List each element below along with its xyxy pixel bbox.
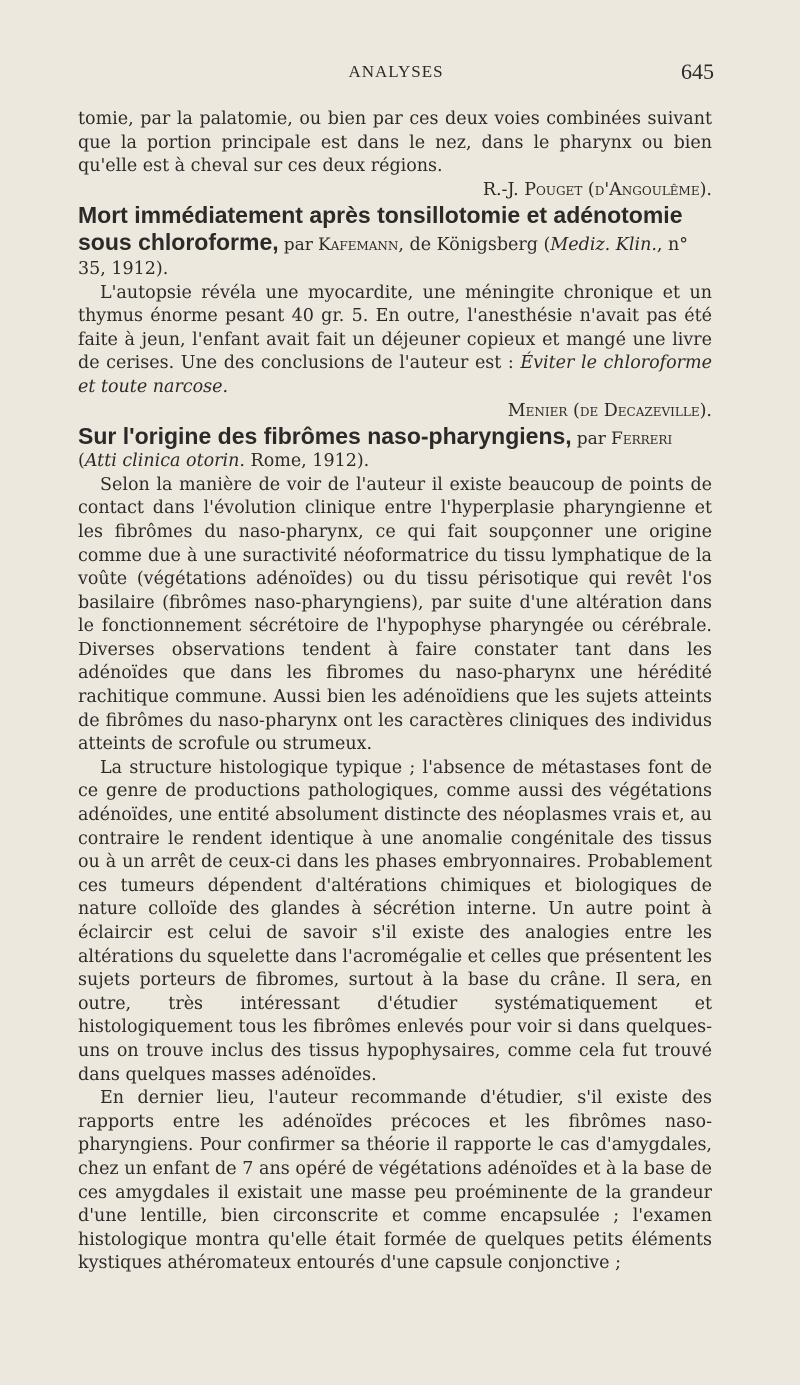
article-1-body — [78, 282, 712, 400]
article-1-body-text: L'autopsie révéla une myocardite, une méningite chronique et un thymus énorme pesant 40 gr. 5. En outre, l'anesthésie n'avait pas été faite à jeun, l'enfant avait fait un déjeuner copieux et mangé une livre de cerises. Une des conclusions de l'auteur est : — [78, 282, 712, 374]
article-1-journal: Mediz. Klin. — [550, 235, 657, 256]
running-title: ANALYSES — [348, 62, 444, 81]
article-1-heading — [78, 202, 712, 281]
article-2-paragraph-3: En dernier lieu, l'auteur recommande d'étudier, s'il existe des rapports entre les adénoïdes précoces et les fibrômes naso-pharyngiens. Pour confirmer sa théorie il rapporte le cas d'amygdales, chez un enfant de 7 ans opéré de végétations adénoïdes et à la base de ces amygdales il existait une masse peu proéminente de la grandeur d'une lentille, bien circonscrite et comme encapsulée ; l'examen histologique montra qu'elle était formée de quelques petits éléments kystiques athéromateux entourés d'une capsule conjonctive ; — [78, 1088, 712, 1274]
article-1-signature: Menier (de Decazeville). — [507, 400, 712, 421]
intro-signature: R.-J. Pouget (d'Angoulême). — [482, 179, 712, 200]
article-2-heading: Sur l'origine des fibrômes naso-pharyngiens, par Ferreri (Atti clinica otorin. Rome, 1912). — [78, 423, 673, 472]
article-2-journal: Atti clinica otorin. — [84, 451, 245, 472]
article-2-author-prefix: par — [576, 429, 606, 450]
article-1-place: , de Königsberg ( — [398, 235, 551, 256]
article-1-ref-end: , n° 35, 1912). — [78, 235, 689, 279]
article-2-paragraph-1: Selon la manière de voir de l'auteur il existe beaucoup de points de contact dans l'évolution clinique entre l'hyperplasie pharyngienne et les fibrômes du naso-pharynx, ce qui fait soupçonner une origine comme due à une suractivité néoformatrice du tissu lymphatique de la voûte (végétations adénoïdes) ou du tissu périsotique qui revêt l'os basilaire (fibrômes naso-pharyngiens), par suite d'une altération dans le fonctionnement sécrétoire de l'hypophyse pharyngée ou cérébrale. Diverses observations tendent à faire constater tant dans les adénoïdes que dans les fibromes du naso-pharynx une hérédité rachitique commune. Aussi bien les adénoïdiens que les sujets atteints de fibrômes du naso-pharynx ont les caractères cliniques des individus atteints de scrofule ou strumeux. — [78, 474, 712, 755]
article-1-author-prefix: par — [283, 235, 313, 256]
article-1-conclusion: Éviter le chloroforme et toute narcose. — [78, 353, 712, 397]
article-1-title: Mort immédiatement après tonsillotomie et adénotomie sous chloroforme, — [78, 202, 683, 256]
running-header — [78, 59, 714, 88]
article-1-author: Kafemann — [318, 235, 399, 256]
article-2-title: Sur l'origine des fibrômes naso-pharyngiens, — [78, 423, 572, 450]
article-2-author: Ferreri — [611, 429, 673, 450]
intro-paragraph: tomie, par la palatomie, ou bien par ces deux voies combinées suivant que la portion principale est dans le nez, dans le pharynx ou bien qu'elle est à cheval sur ces deux régions. — [78, 109, 712, 177]
page-body — [78, 108, 712, 1276]
article-2-paragraph-2: La structure histologique typique ; l'absence de métastases font de ce genre de productions pathologiques, comme aussi des végétations adénoïdes, une entité absolument distincte des néoplasmes vrais et, au contraire le rendent identique à une anomalie congénitale des tissus ou à un arrêt de ceux-ci dans les phases embryonnaires. Probablement ces tumeurs dépendent d'altérations chimiques et biologiques de nature colloïde des glandes à sécrétion interne. Un autre point à éclaircir est celui de savoir s'il existe des analogies entre les altérations du squelette dans l'acromégalie et celles que présentent les sujets porteurs de fibromes, surtout à la base du crâne. Il sera, en outre, très intéressant d'étudier systématiquement et histologiquement tous les fibrômes enlevés pour voir si dans quelques-uns on trouve inclus des tissus hypophysaires, comme cela fut trouvé dans quelques masses adénoïdes. — [78, 757, 712, 1085]
page-number: 645 — [681, 59, 714, 84]
article-2-ref-end: Rome, 1912). — [244, 451, 370, 472]
